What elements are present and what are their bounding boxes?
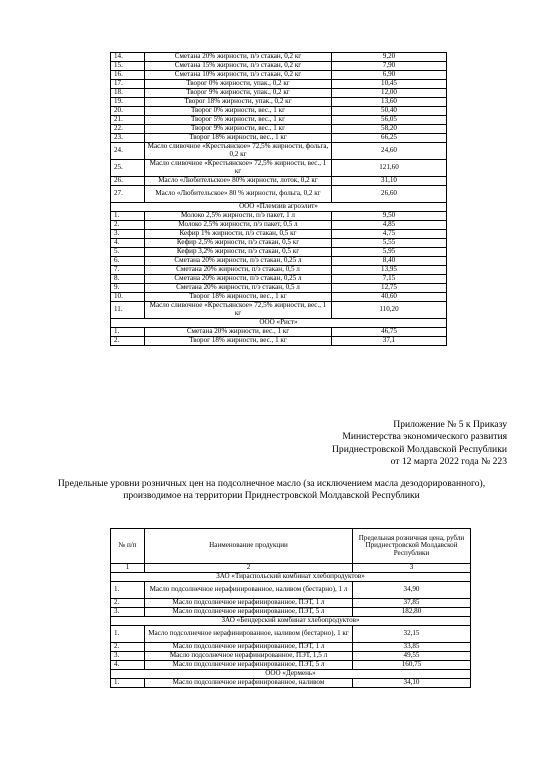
group-name: ООО «Дермень» (111, 670, 471, 679)
table-row (111, 599, 471, 608)
price-value: 13,60 (332, 98, 447, 107)
row-number: 3. (111, 230, 145, 239)
product-name: Кефир 2,5% жирности, п/э стакан, 0,5 кг (145, 239, 332, 248)
table-row (111, 230, 447, 239)
row-number: 8. (111, 275, 145, 284)
row-number: 4. (111, 239, 145, 248)
product-name: Масло сливочное «Крестьянское» 72,5% жирности, фольга, 0,2 кг (145, 143, 332, 160)
price-value: 160,75 (353, 661, 471, 670)
row-number: 21. (111, 116, 145, 125)
product-name: Сметана 20% жирности, п/э стакан, 0,2 кг (145, 53, 332, 62)
row-number: 16. (111, 71, 145, 80)
appendix-line: от 12 марта 2022 года № 223 (390, 455, 507, 467)
price-value: 110,20 (332, 302, 447, 319)
price-value: 6,90 (332, 71, 447, 80)
price-value: 10,45 (332, 80, 447, 89)
product-name: Масло подсолнечное нерафинированное, наливом (145, 679, 353, 688)
row-number: 1. (111, 582, 145, 599)
product-name: Творог 18% жирности, вес., 1 кг (145, 134, 332, 143)
product-name: Масло подсолнечное нерафинированное, ПЭТ, 1 л (145, 643, 353, 652)
table-row (111, 661, 471, 670)
price-value: 7,90 (332, 62, 447, 71)
price-value: 46,75 (332, 328, 447, 337)
price-value: 4,85 (332, 221, 447, 230)
product-name: Масло «Любительское» 80 % жирности, фольга, 0,2 кг (145, 186, 332, 203)
price-value: 26,60 (332, 186, 447, 203)
group-row (111, 573, 471, 582)
dairy-price-table (110, 52, 447, 346)
row-number: 26. (111, 177, 145, 186)
row-number: 3. (111, 608, 145, 617)
row-number: 2. (111, 337, 145, 346)
appendix-reference (207, 419, 507, 468)
table-row (111, 62, 447, 71)
column-number: 2 (145, 564, 353, 573)
table-row (111, 98, 447, 107)
table-row (111, 337, 447, 346)
row-number: 19. (111, 98, 145, 107)
group-row (111, 203, 447, 212)
row-number: 14. (111, 53, 145, 62)
row-number: 6. (111, 257, 145, 266)
product-name: Творог 0% жирности, упак., 0,2 кг (145, 80, 332, 89)
oil-price-table (110, 528, 471, 688)
price-value: 37,85 (353, 599, 471, 608)
oil-price-table-head (111, 529, 471, 573)
row-number: 1. (111, 328, 145, 337)
product-name: Творог 5% жирности, вес., 1 кг (145, 116, 332, 125)
price-value: 58,20 (332, 125, 447, 134)
product-name: Масло сливочное «Крестьянское» 72,5% жирности, вес., 1 кг (145, 302, 332, 319)
row-number: 15. (111, 62, 145, 71)
row-number: 2. (111, 643, 145, 652)
document-heading: Предельные уровни розничных цен на подсолнечное масло (за исключением масла дезодорированного), производимое на территории Приднестровской Молдавской Республики (57, 478, 486, 502)
price-value: 32,15 (353, 626, 471, 643)
price-value: 12,75 (332, 284, 447, 293)
table-row (111, 177, 447, 186)
product-name: Творог 18% жирности, вес., 1 кг (145, 293, 332, 302)
row-number: 1. (111, 626, 145, 643)
column-number-row (111, 564, 471, 573)
product-name: Сметана 20% жирности, п/э стакан, 0,5 л (145, 266, 332, 275)
row-number: 18. (111, 89, 145, 98)
table-row (111, 71, 447, 80)
price-value: 5,55 (332, 239, 447, 248)
table-row (111, 328, 447, 337)
price-value: 13,95 (332, 266, 447, 275)
product-name: Творог 0% жирности, вес., 1 кг (145, 107, 332, 116)
dairy-price-table-body (111, 53, 447, 346)
price-value: 5,95 (332, 248, 447, 257)
table-row (111, 582, 471, 599)
table-row (111, 293, 447, 302)
product-name: Творог 18% жирности, упак., 0,2 кг (145, 98, 332, 107)
product-name: Масло подсолнечное нерафинированное, ПЭТ, 1,5 л (145, 652, 353, 661)
price-value: 121,60 (332, 160, 447, 177)
table-row (111, 679, 471, 688)
row-number: 2. (111, 599, 145, 608)
product-name: Масло «Любительское» 80% жирности, лоток, 0,2 кг (145, 177, 332, 186)
product-name: Масло подсолнечное нерафинированное, ПЭТ, 5 л (145, 661, 353, 670)
table-row (111, 89, 447, 98)
price-value: 9,20 (332, 53, 447, 62)
table-row (111, 212, 447, 221)
header-name: Наименование продукции (145, 529, 353, 564)
row-number: 7. (111, 266, 145, 275)
table-row (111, 275, 447, 284)
table-row (111, 302, 447, 319)
row-number: 11. (111, 302, 145, 319)
table-row (111, 257, 447, 266)
product-name: Масло подсолнечное нерафинированное, наливом (бестарно), 1 л (145, 582, 353, 599)
row-number: 20. (111, 107, 145, 116)
product-name: Масло подсолнечное нерафинированное, ПЭТ, 5 л (145, 608, 353, 617)
group-row (111, 670, 471, 679)
product-name: Творог 9% жирности, упак., 0,2 кг (145, 89, 332, 98)
price-value: 40,60 (332, 293, 447, 302)
product-name: Сметана 20% жирности, п/э стакан, 0,25 л (145, 275, 332, 284)
price-value: 7,15 (332, 275, 447, 284)
price-value: 50,40 (332, 107, 447, 116)
table-row (111, 608, 471, 617)
product-name: Кефир 1% жирности, п/э стакан, 0,5 кг (145, 230, 332, 239)
price-value: 12,00 (332, 89, 447, 98)
row-number: 22. (111, 125, 145, 134)
row-number: 9. (111, 284, 145, 293)
price-value: 34,10 (353, 679, 471, 688)
row-number: 1. (111, 212, 145, 221)
product-name: Сметана 20% жирности, п/э стакан, 0,5 л (145, 284, 332, 293)
product-name: Кефир 3,2% жирности, п/э стакан, 0,5 кг (145, 248, 332, 257)
row-number: 3. (111, 652, 145, 661)
price-value: 66,25 (332, 134, 447, 143)
table-row (111, 239, 447, 248)
product-name: Сметана 10% жирности, п/э стакан, 0,2 кг (145, 71, 332, 80)
header-num: № п/п (111, 529, 145, 564)
table-row (111, 248, 447, 257)
price-value: 49,55 (353, 652, 471, 661)
table-row (111, 221, 447, 230)
product-name: Сметана 20% жирности, вес., 1 кг (145, 328, 332, 337)
table-row (111, 643, 471, 652)
table-row (111, 107, 447, 116)
product-name: Молоко 2,5% жирности, п/э пакет, 1 л (145, 212, 332, 221)
product-name: Молоко 2,5% жирности, п/э пакет, 0,5 л (145, 221, 332, 230)
oil-price-table-body (111, 573, 471, 688)
product-name: Сметана 15% жирности, п/э стакан, 0,2 кг (145, 62, 332, 71)
product-name: Творог 18% жирности, вес., 1 кг (145, 337, 332, 346)
product-name: Масло подсолнечное нерафинированное, ПЭТ, 1 л (145, 599, 353, 608)
row-number: 10. (111, 293, 145, 302)
table-row (111, 266, 447, 275)
table-row (111, 186, 447, 203)
table-row (111, 80, 447, 89)
price-value: 31,10 (332, 177, 447, 186)
appendix-line: Приднестровской Молдавской Республики (331, 443, 507, 455)
price-value: 8,40 (332, 257, 447, 266)
table-row (111, 53, 447, 62)
group-row (111, 319, 447, 328)
row-number: 27. (111, 186, 145, 203)
appendix-line: Министерства экономического развития (342, 431, 507, 443)
row-number: 23. (111, 134, 145, 143)
price-value: 33,85 (353, 643, 471, 652)
row-number: 25. (111, 160, 145, 177)
group-name: ЗАО «Тираспольский комбинат хлебопродуктов» (111, 573, 471, 582)
table-row (111, 626, 471, 643)
group-name: ООО «Племзив агроэлит» (111, 203, 447, 212)
column-number: 1 (111, 564, 145, 573)
row-number: 5. (111, 248, 145, 257)
price-value: 34,90 (353, 582, 471, 599)
price-value: 9,50 (332, 212, 447, 221)
row-number: 1. (111, 679, 145, 688)
table-row (111, 143, 447, 160)
table-header-row (111, 529, 471, 564)
product-name: Масло подсолнечное нерафинированное, наливом (бестарно), 1 кг (145, 626, 353, 643)
group-name: ЗАО «Бендерский комбинат хлебопродуктов» (111, 617, 471, 626)
price-value: 56,05 (332, 116, 447, 125)
appendix-line: Приложение № 5 к Приказу (393, 419, 507, 430)
column-number: 3 (353, 564, 471, 573)
table-row (111, 284, 447, 293)
price-value: 182,80 (353, 608, 471, 617)
product-name: Масло сливочное «Крестьянское» 72,5% жирности, вес., 1 кг (145, 160, 332, 177)
price-value: 24,60 (332, 143, 447, 160)
header-price: Предельная розничная цена, рубли Приднестровской Молдавской Республики (353, 529, 471, 564)
table-row (111, 160, 447, 177)
row-number: 2. (111, 221, 145, 230)
table-row (111, 125, 447, 134)
table-row (111, 134, 447, 143)
table-row (111, 116, 447, 125)
group-name: ООО «Рист» (111, 319, 447, 328)
row-number: 17. (111, 80, 145, 89)
price-value: 37,1 (332, 337, 447, 346)
product-name: Сметана 20% жирности, п/э стакан, 0,25 л (145, 257, 332, 266)
price-value: 4,75 (332, 230, 447, 239)
group-row (111, 617, 471, 626)
row-number: 4. (111, 661, 145, 670)
product-name: Творог 9% жирности, вес., 1 кг (145, 125, 332, 134)
row-number: 24. (111, 143, 145, 160)
table-row (111, 652, 471, 661)
